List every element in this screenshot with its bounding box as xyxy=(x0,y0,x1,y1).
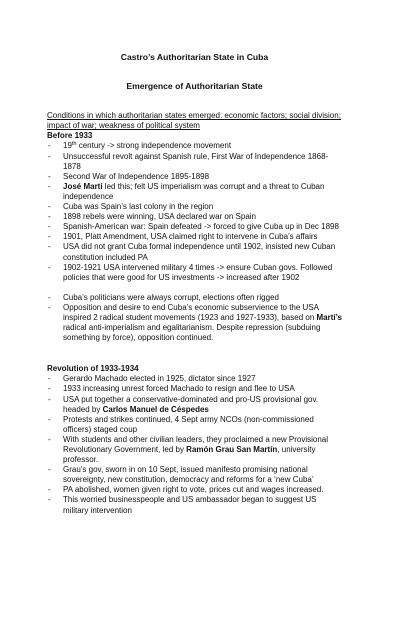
bullet-text: USA did not grant Cuba formal independence until 1902, insisted new Cuban constitution included PA xyxy=(63,242,336,262)
bullet-list-revolution xyxy=(47,374,342,515)
section-heading-before-1933: Before 1933 xyxy=(47,131,93,141)
bullet-item xyxy=(47,485,342,495)
bullet-text: Protests and strikes continued, 4 Sept army NCOs (non-commissioned officers) staged coup xyxy=(63,414,314,434)
bullet-item xyxy=(47,395,342,415)
bullet-text: This worried businesspeople and US ambassador began to suggest US military intervention xyxy=(63,495,317,515)
intro-paragraph: Conditions in which authoritarian states emerged: economic factors; social division; impact of war; weakness of political system xyxy=(47,111,341,131)
bullet-text: USA put together a conservative-dominated and pro-US provisional gov. headed by xyxy=(63,394,319,414)
bold-name-text: Ramón Grau San Martín xyxy=(186,445,278,454)
bullet-item xyxy=(47,374,342,384)
bullet-text: 1902-1921 USA intervened military 4 times -> ensure Cuban govs. Followed policies that were good for US investments -> increased after 1902 xyxy=(63,262,333,282)
bullet-list-before-1933-continued xyxy=(47,293,342,343)
bullet-item xyxy=(47,495,342,515)
spacer xyxy=(47,343,342,364)
section-heading-revolution: Revolution of 1933-1934 xyxy=(47,364,139,374)
document-subtitle: Emergence of Authoritarian State xyxy=(126,81,263,92)
bullet-text: 1901, Platt Amendment, USA claimed right to intervene in Cuba’s affairs xyxy=(63,232,318,242)
bullet-item xyxy=(47,141,342,151)
bullet-item xyxy=(47,172,342,182)
bullet-item xyxy=(47,303,342,343)
bullet-text: , university professor. xyxy=(63,445,316,465)
bullet-text: radical anti-imperialism and egalitarianism. Despite repression (subduing something by force), opposition continued. xyxy=(63,323,321,343)
bullet-item xyxy=(47,212,342,222)
bold-name-text: Carlos Manuel de Céspedes xyxy=(102,404,209,414)
bullet-item xyxy=(47,384,342,394)
bullet-text: With students and other civilian leaders, they proclaimed a new Provisional Revolutionary Government, led by xyxy=(63,434,329,454)
bullet-item xyxy=(47,242,342,262)
bullet-text: 1898 rebels were winning, USA declared war on Spain xyxy=(63,212,257,222)
bullet-text: Gerardo Machado elected in 1925, dictator since 1927 xyxy=(63,374,256,384)
bullet-item xyxy=(47,232,342,242)
bullet-item xyxy=(47,222,342,232)
bullet-text: led this; felt US imperialism was corrupt and a threat to Cuban independence xyxy=(63,181,325,201)
bullet-text: Spanish-American war: Spain defeated -> forced to give Cuba up in Dec 1898 xyxy=(63,222,339,232)
spacer xyxy=(47,283,342,293)
bullet-item xyxy=(47,263,342,283)
bullet-item xyxy=(47,202,342,212)
bullet-text: Opposition and desire to end Cuba’s economic subservience to the USA inspired 2 radical student movements (1923 and 1927-1933), based on xyxy=(63,302,319,322)
bullet-item xyxy=(47,293,342,303)
bullet-text: century -> strong independence movement xyxy=(76,141,232,151)
bullet-list-before-1933 xyxy=(47,141,342,282)
bullet-item xyxy=(47,415,342,435)
bullet-item xyxy=(47,152,342,172)
bullet-text: Second War of Independence 1895-1898 xyxy=(63,171,210,181)
bullet-item xyxy=(47,435,342,465)
superscript-text: th xyxy=(71,141,77,148)
bullet-text: PA abolished, women given right to vote, prices cut and wages increased. xyxy=(63,485,324,495)
bullet-item xyxy=(47,182,342,202)
bold-name-text: José Martí xyxy=(63,181,103,191)
bullet-text: Cuba was Spain’s last colony in the region xyxy=(63,202,214,212)
bullet-text: Unsuccessful revolt against Spanish rule, First War of Independence 1868-1878 xyxy=(63,151,329,171)
bold-name-text: Martí’s xyxy=(316,312,342,322)
document-title: Castro’s Authoritarian State in Cuba xyxy=(120,52,269,62)
bullet-item xyxy=(47,465,342,485)
bullet-text: Grau’s gov, sworn in on 10 Sept, issued manifesto promising national sovereignty, new constitution, democracy and reforms for a ‘new Cuba’ xyxy=(63,465,314,485)
document-page xyxy=(0,52,400,618)
bullet-text: Cuba’s politicians were always corrupt, elections often rigged xyxy=(63,292,279,302)
bullet-text: 1933 increasing unrest forced Machado to resign and flee to USA xyxy=(63,384,295,394)
bullet-text: 19 xyxy=(63,141,72,151)
